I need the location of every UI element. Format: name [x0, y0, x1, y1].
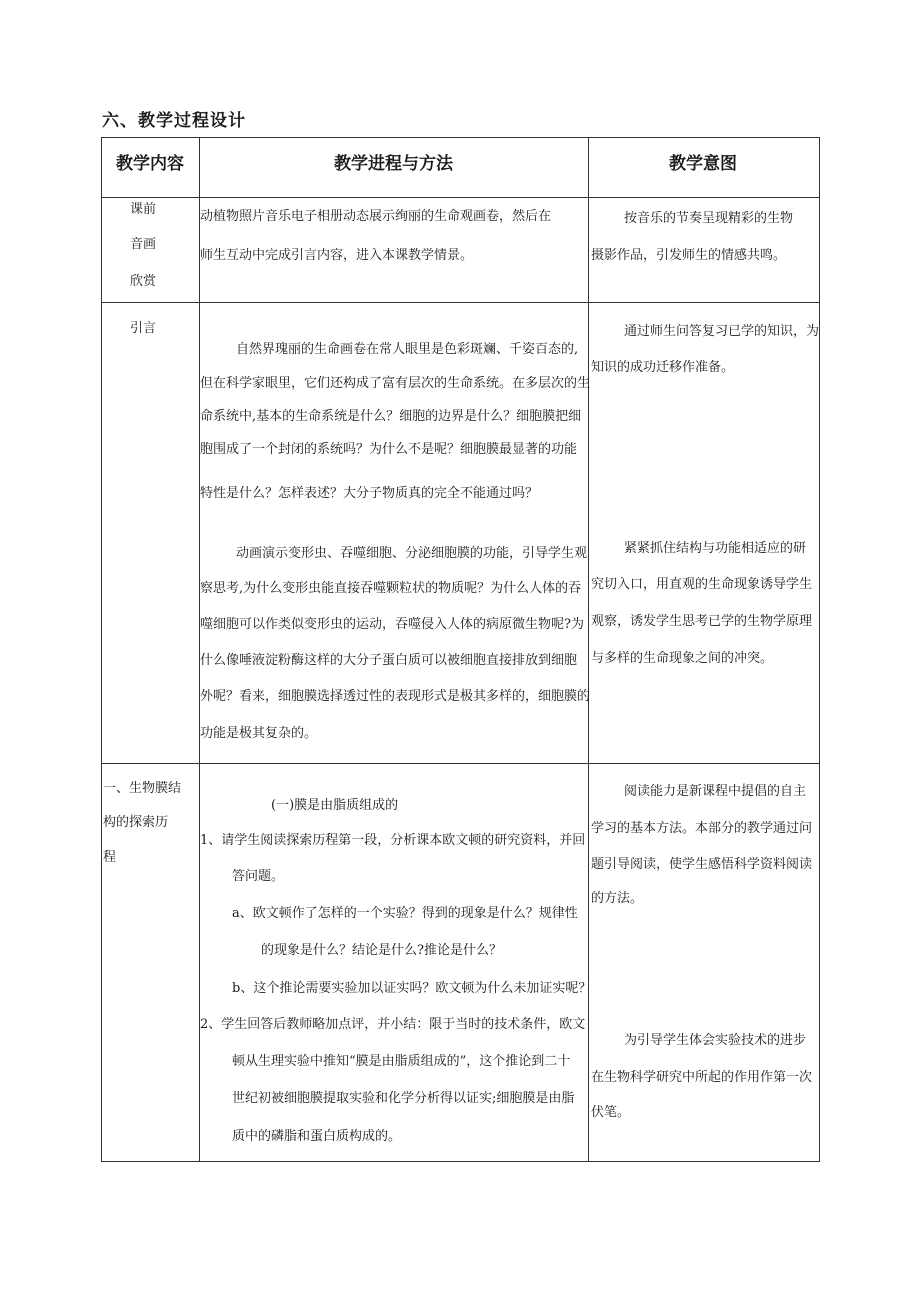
row3-process-line: 答问题。 [232, 869, 285, 884]
row3-intent-line: 题引导阅读，使学生感悟科学资料阅读 [591, 857, 813, 872]
row2-process-line: 命系统中,基本的生命系统是什么？细胞的边界是什么？细胞膜把细 [200, 409, 582, 424]
row3-intent-line: 伏笔。 [591, 1105, 631, 1120]
row2-process-line: 什么像唾液淀粉酶这样的大分子蛋白质可以被细胞直接排放到细胞 [200, 653, 578, 668]
row1-process-line: 师生互动中完成引言内容，进入本课教学情景。 [200, 248, 474, 263]
row3-content-line: 程 [103, 850, 117, 865]
table-border-top [101, 137, 820, 138]
row3-process-line: (一)膜是由脂质组成的 [271, 798, 399, 813]
row-divider-2 [101, 763, 820, 764]
header-content: 教学内容 [116, 154, 184, 174]
row3-process-line: b、这个推论需要实验加以证实吗？欧文顿为什么未加证实呢？ [232, 981, 592, 996]
row1-content-line: 音画 [130, 237, 157, 252]
row2-process-line: 动画演示变形虫、吞噬细胞、分泌细胞膜的功能，引导学生观 [236, 546, 588, 561]
row1-intent-line: 摄影作品，引发师生的情感共鸣。 [591, 248, 787, 263]
row1-content-line: 欣赏 [130, 274, 157, 289]
row2-intent-line: 观察，诱发学生思考已学的生物学原理 [591, 614, 813, 629]
row2-process-line: 但在科学家眼里，它们还构成了富有层次的生命系统。在多层次的生 [200, 376, 591, 391]
row2-intent-line: 紧紧抓住结构与功能相适应的研 [624, 541, 807, 556]
row2-content-line: 引言 [130, 321, 157, 336]
table-divider-1 [199, 137, 200, 1162]
row2-process-line: 自然界瑰丽的生命画卷在常人眼里是色彩斑斓、千姿百态的, [236, 342, 579, 357]
row1-process-line: 动植物照片音乐电子相册动态展示绚丽的生命观画卷，然后在 [200, 209, 552, 224]
row3-process-line: 顿从生理实验中推知“膜是由脂质组成的”，这个推论到二十 [232, 1054, 571, 1069]
table-border-right [819, 137, 820, 1162]
table-divider-2 [588, 137, 589, 1162]
row2-intent-line: 与多样的生命现象之间的冲突。 [591, 651, 774, 666]
row3-process-line: 1、请学生阅读探索历程第一段，分析课本欧文顿的研究资料，并回 [200, 833, 586, 848]
row3-content-line: 一、生物膜结 [103, 781, 182, 796]
row3-process-line: 质中的磷脂和蛋白质构成的。 [232, 1129, 402, 1144]
header-process: 教学进程与方法 [334, 154, 453, 174]
row2-intent-line: 通过师生问答复习已学的知识，为 [624, 324, 820, 339]
row1-intent-line: 按音乐的节奏呈现精彩的生物 [624, 211, 794, 226]
row1-content-line: 课前 [130, 202, 157, 217]
row2-process-line: 功能是极其复杂的。 [200, 726, 318, 741]
row2-process-line: 外呢？看来，细胞膜选择透过性的表现形式是极其多样的，细胞膜的 [200, 689, 591, 704]
table-border-left [101, 137, 102, 1162]
row2-process-line: 特性是什么？怎样表述？大分子物质真的完全不能通过吗？ [200, 486, 539, 501]
row3-content-line: 构的探索历 [103, 815, 169, 830]
header-row-divider [101, 197, 820, 198]
row3-intent-line: 阅读能力是新课程中提倡的自主 [624, 784, 807, 799]
row3-process-line: 2、学生回答后教师略加点评，并小结：限于当时的技术条件，欧文 [200, 1017, 586, 1032]
row-divider-1 [101, 302, 820, 303]
row2-intent-line: 知识的成功迁移作准备。 [591, 360, 735, 375]
row2-process-line: 噬细胞可以作类似变形虫的运动，吞噬侵入人体的病原微生物呢?为 [200, 617, 584, 632]
row2-process-line: 察思考,为什么变形虫能直接吞噬颗粒状的物质呢？为什么人体的吞 [200, 581, 582, 596]
row3-process-line: a、欧文顿作了怎样的一个实验？得到的现象是什么？规律性 [232, 906, 578, 921]
row2-intent-line: 究切入口，用直观的生命现象诱导学生 [591, 577, 813, 592]
lesson-table [101, 137, 820, 1162]
row3-process-line: 的现象是什么？结论是什么?推论是什么？ [261, 943, 502, 958]
row3-intent-line: 的方法。 [591, 891, 644, 906]
table-border-bottom [101, 1161, 820, 1162]
row2-process-line: 胞围成了一个封闭的系统吗？为什么不是呢？细胞膜最显著的功能 [200, 442, 578, 457]
header-intent: 教学意图 [669, 154, 737, 174]
row3-process-line: 世纪初被细胞膜提取实验和化学分析得以证实;细胞膜是由脂 [232, 1091, 575, 1106]
row3-intent-line: 在生物科学研究中所起的作用作第一次 [591, 1070, 813, 1085]
section-title: 六、教学过程设计 [102, 111, 246, 131]
row3-intent-line: 为引导学生体会实验技术的进步 [624, 1033, 807, 1048]
row3-intent-line: 学习的基本方法。本部分的教学通过问 [591, 821, 813, 836]
